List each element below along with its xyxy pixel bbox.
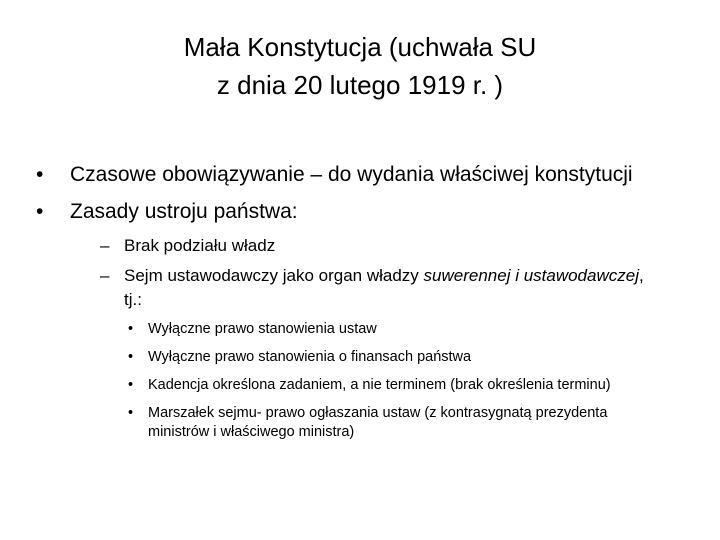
slide-content: [36, 160, 686, 451]
sub-bullet-item: [100, 264, 644, 312]
sub-sub-bullet-text: Marszałek sejmu- prawo ogłaszania ustaw (z kontrasygnatą prezydenta ministrów i właściwego ministra): [148, 405, 608, 440]
sub-sub-bullet-marker: •: [128, 405, 134, 421]
sub-sub-bullet-text: Wyłączne prawo stanowienia o finansach państwa: [148, 349, 472, 365]
sub-sub-bullet-marker: •: [128, 377, 134, 393]
sub-bullet-marker: –: [100, 266, 110, 285]
sub-sub-bullet-text: Kadencja określona zadaniem, a nie terminem (brak określenia terminu): [148, 377, 611, 393]
title-line-1: Mała Konstytucja (uchwała SU: [183, 32, 537, 62]
bullet-text: Zasady ustroju państwa:: [70, 200, 298, 223]
bullet-marker: •: [36, 200, 44, 223]
sub-bullet-text-before: Sejm ustawodawczy jako organ władzy: [124, 266, 424, 285]
sub-sub-bullet-marker: •: [128, 321, 134, 337]
sub-sub-bullet-item: [128, 404, 668, 442]
sub-sub-bullet-item: [128, 348, 668, 367]
bullet-text: Czasowe obowiązywanie – do wydania właściwej konstytucji: [70, 163, 633, 186]
sub-sub-bullet-marker: •: [128, 349, 134, 365]
sub-bullet-item: [100, 234, 644, 258]
sub-sub-bullet-item: [128, 376, 668, 395]
sub-bullet-text: Brak podziału władz: [124, 236, 276, 255]
bullet-marker: •: [36, 163, 44, 186]
sub-sub-bullet-item: [128, 320, 668, 339]
sub-bullet-marker: –: [100, 236, 110, 255]
sub-bullet-text-italic: suwerennej i ustawodawczej: [423, 266, 639, 285]
sub-sub-bullet-text: Wyłączne prawo stanowienia ustaw: [148, 321, 377, 337]
bullet-item: [36, 160, 686, 189]
bullet-item: [36, 197, 686, 226]
slide-title: [60, 28, 660, 104]
title-line-2: z dnia 20 lutego 1919 r. ): [216, 70, 504, 100]
sub-bullet-text-after: , tj.:: [124, 266, 644, 309]
